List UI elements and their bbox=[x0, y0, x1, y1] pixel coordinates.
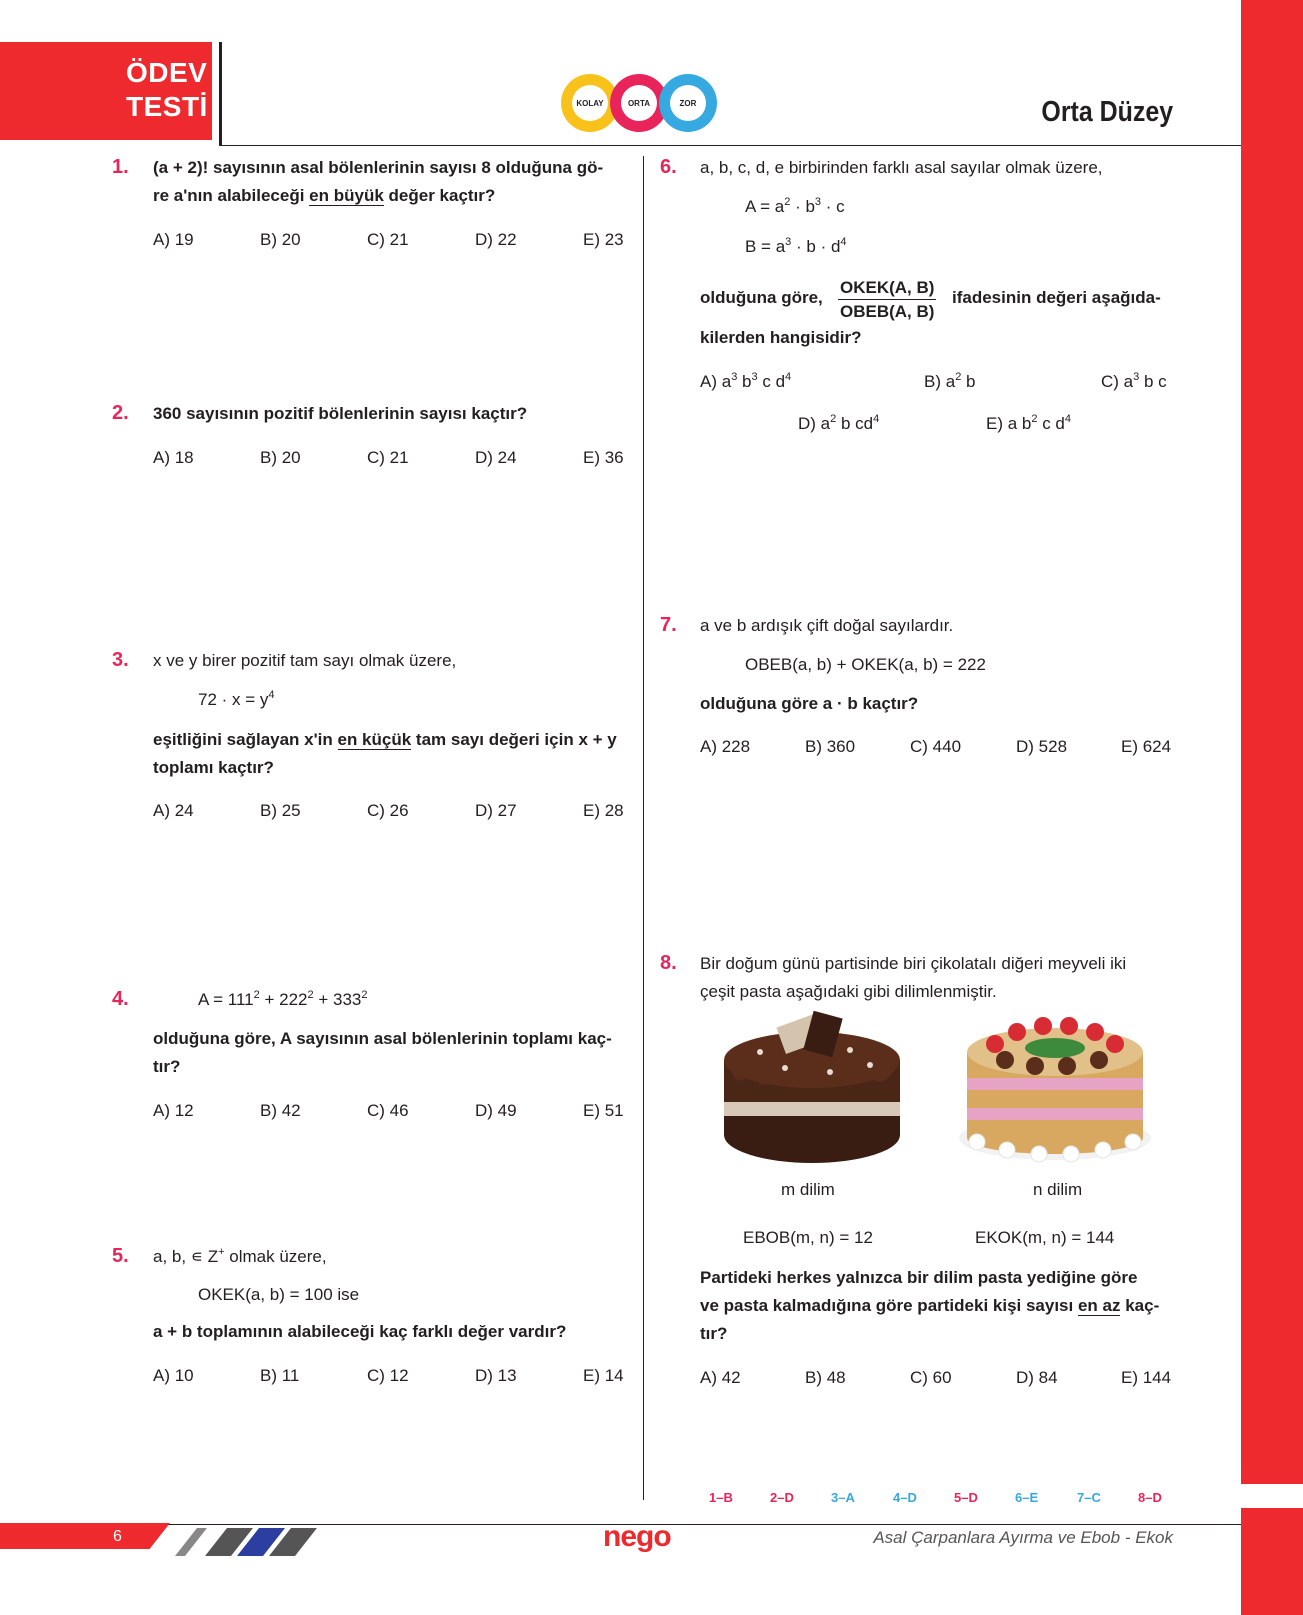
footer-stripes bbox=[175, 1528, 325, 1556]
answer-key-4: 4–D bbox=[893, 1490, 917, 1505]
question-text: (a + 2)! sayısının asal bölenlerinin sayısı 8 olduğuna gö- bbox=[153, 158, 604, 177]
question-number: 6. bbox=[660, 156, 677, 178]
right-accent-bar bbox=[1241, 0, 1303, 1615]
answer-key-7: 7–C bbox=[1077, 1490, 1101, 1505]
question-text: a + b toplamının alabileceği kaç farklı değer vardır? bbox=[153, 1322, 567, 1341]
cake1-label: m dilim bbox=[781, 1180, 835, 1199]
question-text: 360 sayısının pozitif bölenlerinin sayısı kaçtır? bbox=[153, 404, 528, 423]
right-bar-gap bbox=[1241, 1484, 1303, 1508]
option-d[interactable]: D) 49 bbox=[475, 1101, 517, 1120]
option-b[interactable]: B) $a^2$ b bbox=[924, 371, 976, 391]
answer-key-8: 8–D bbox=[1138, 1490, 1162, 1505]
answer-key-3: 3–A bbox=[831, 1490, 855, 1505]
question-text: kilerden hangisidir? bbox=[700, 328, 862, 347]
option-d[interactable]: D) 24 bbox=[475, 448, 517, 467]
option-a[interactable]: A) $a^3$ $b^3$ c $d^4$ bbox=[700, 371, 792, 391]
option-c[interactable]: C) 60 bbox=[910, 1368, 952, 1387]
question-number: 3. bbox=[112, 649, 129, 671]
chocolate-cake-image bbox=[720, 1010, 905, 1170]
question-text: olduğuna göre, A sayısının asal bölenlerinin toplamı kaç- bbox=[153, 1029, 612, 1048]
question-text: çeşit pasta aşağıdaki gibi dilimlenmiştir. bbox=[700, 982, 997, 1001]
answer-key-5: 5–D bbox=[954, 1490, 978, 1505]
option-e[interactable]: E) 14 bbox=[583, 1366, 624, 1385]
equation: EKOK(m, n) = 144 bbox=[975, 1228, 1115, 1247]
column-divider bbox=[643, 156, 644, 1500]
option-b[interactable]: B) 42 bbox=[260, 1101, 301, 1120]
equation: EBOB(m, n) = 12 bbox=[743, 1228, 873, 1247]
option-e[interactable]: E) a $b^2$ c $d^4$ bbox=[986, 413, 1072, 433]
question-text: x ve y birer pozitif tam sayı olmak üzere, bbox=[153, 651, 457, 670]
option-e[interactable]: E) 23 bbox=[583, 230, 624, 249]
option-c[interactable]: C) 21 bbox=[367, 448, 409, 467]
cake2-label: n dilim bbox=[1033, 1180, 1083, 1199]
equation: $72 \cdot x = y^4$ bbox=[198, 689, 275, 709]
question-number: 1. bbox=[112, 156, 129, 178]
fruit-cake-image bbox=[955, 1010, 1155, 1170]
option-c[interactable]: C) 440 bbox=[910, 737, 962, 756]
question-text: olduğuna göre, bbox=[700, 288, 823, 307]
question-text: a ve b ardışık çift doğal sayılardır. bbox=[700, 616, 954, 635]
header-title-line2: TESTİ bbox=[126, 91, 208, 122]
equation: OBEB(a, b) + OKEK(a, b) = 222 bbox=[745, 655, 986, 674]
option-b[interactable]: B) 48 bbox=[805, 1368, 846, 1387]
question-text: olduğuna göre a · b kaçtır? bbox=[700, 694, 919, 713]
option-e[interactable]: E) 36 bbox=[583, 448, 624, 467]
header-badge-divider bbox=[219, 42, 222, 146]
option-c[interactable]: C) 46 bbox=[367, 1101, 409, 1120]
option-e[interactable]: E) 624 bbox=[1121, 737, 1172, 756]
option-a[interactable]: A) 12 bbox=[153, 1101, 194, 1120]
question-number: 7. bbox=[660, 614, 677, 636]
level-zor-label: ZOR bbox=[670, 85, 706, 121]
question-text: re a'nın alabileceği en büyük değer kaçtır? bbox=[153, 186, 496, 205]
question-text: Bir doğum günü partisinde biri çikolatalı diğeri meyveli iki bbox=[700, 954, 1127, 973]
option-d[interactable]: D) 22 bbox=[475, 230, 517, 249]
question-text: eşitliğini sağlayan x'in en küçük tam sayı değeri için x + y bbox=[153, 730, 617, 749]
option-e[interactable]: E) 144 bbox=[1121, 1368, 1172, 1387]
equation-a: $A = a^2 \cdot b^3 \cdot c$ bbox=[745, 196, 845, 216]
header-title-line1: ÖDEV bbox=[126, 57, 208, 88]
fraction-denominator: OBEB(A, B) bbox=[840, 302, 935, 321]
option-c[interactable]: C) 12 bbox=[367, 1366, 409, 1385]
question-number: 5. bbox=[112, 1245, 129, 1267]
option-e[interactable]: E) 51 bbox=[583, 1101, 624, 1120]
equation: $A = 111^2 + 222^2 + 333^2$ bbox=[198, 989, 368, 1009]
option-d[interactable]: D) 27 bbox=[475, 801, 517, 820]
option-e[interactable]: E) 28 bbox=[583, 801, 624, 820]
option-b[interactable]: B) 20 bbox=[260, 448, 301, 467]
question-text: a, b, ∊ Z+ olmak üzere, bbox=[153, 1246, 327, 1266]
header-title bbox=[126, 56, 208, 124]
option-a[interactable]: A) 42 bbox=[700, 1368, 741, 1387]
option-d[interactable]: D) 528 bbox=[1016, 737, 1068, 756]
publisher-logo: nego bbox=[603, 1520, 671, 1553]
question-text: tır? bbox=[700, 1324, 728, 1343]
footer-title: Asal Çarpanlara Ayırma ve Ebob - Ekok bbox=[873, 1528, 1173, 1547]
answer-key-6: 6–E bbox=[1015, 1490, 1039, 1505]
footer-page-tab bbox=[0, 1523, 170, 1549]
option-b[interactable]: B) 11 bbox=[260, 1366, 300, 1385]
question-text: ve pasta kalmadığına göre partideki kişi sayısı en az kaç- bbox=[700, 1296, 1160, 1315]
question-text: a, b, c, d, e birbirinden farklı asal sayılar olmak üzere, bbox=[700, 158, 1103, 177]
option-c[interactable]: C) $a^3$ b c bbox=[1101, 371, 1167, 391]
question-number: 2. bbox=[112, 402, 129, 424]
question-number: 8. bbox=[660, 952, 677, 974]
header-rule bbox=[219, 145, 1241, 146]
option-c[interactable]: C) 26 bbox=[367, 801, 409, 820]
option-a[interactable]: A) 10 bbox=[153, 1366, 194, 1385]
page-number: 6 bbox=[113, 1528, 122, 1545]
question-text: ifadesinin değeri aşağıda- bbox=[952, 288, 1161, 307]
fraction bbox=[838, 278, 936, 322]
option-a[interactable]: A) 228 bbox=[700, 737, 751, 756]
answer-key-2: 2–D bbox=[770, 1490, 794, 1505]
option-a[interactable]: A) 24 bbox=[153, 801, 194, 820]
level-orta-label: ORTA bbox=[621, 85, 657, 121]
level-kolay-label: KOLAY bbox=[572, 85, 608, 121]
question-text: toplamı kaçtır? bbox=[153, 758, 274, 777]
option-d[interactable]: D) 84 bbox=[1016, 1368, 1058, 1387]
option-b[interactable]: B) 20 bbox=[260, 230, 301, 249]
option-c[interactable]: C) 21 bbox=[367, 230, 409, 249]
fraction-numerator: OKEK(A, B) bbox=[838, 278, 936, 300]
option-a[interactable]: A) 19 bbox=[153, 230, 194, 249]
question-number: 4. bbox=[112, 988, 129, 1010]
option-b[interactable]: B) 360 bbox=[805, 737, 856, 756]
difficulty-level: Orta Düzey bbox=[1041, 96, 1173, 128]
question-text: tır? bbox=[153, 1057, 181, 1076]
equation-b: $B = a^3 \cdot b \cdot d^4$ bbox=[745, 236, 847, 256]
level-zor-circle bbox=[659, 74, 717, 132]
option-d[interactable]: D) 13 bbox=[475, 1366, 517, 1385]
option-b[interactable]: B) 25 bbox=[260, 801, 301, 820]
answer-key-1: 1–B bbox=[709, 1490, 733, 1505]
equation: OKEK(a, b) = 100 ise bbox=[198, 1285, 360, 1304]
question-text: Partideki herkes yalnızca bir dilim pasta yediğine göre bbox=[700, 1268, 1138, 1287]
option-d[interactable]: D) $a^2$ b $cd^4$ bbox=[798, 413, 880, 433]
option-a[interactable]: A) 18 bbox=[153, 448, 194, 467]
